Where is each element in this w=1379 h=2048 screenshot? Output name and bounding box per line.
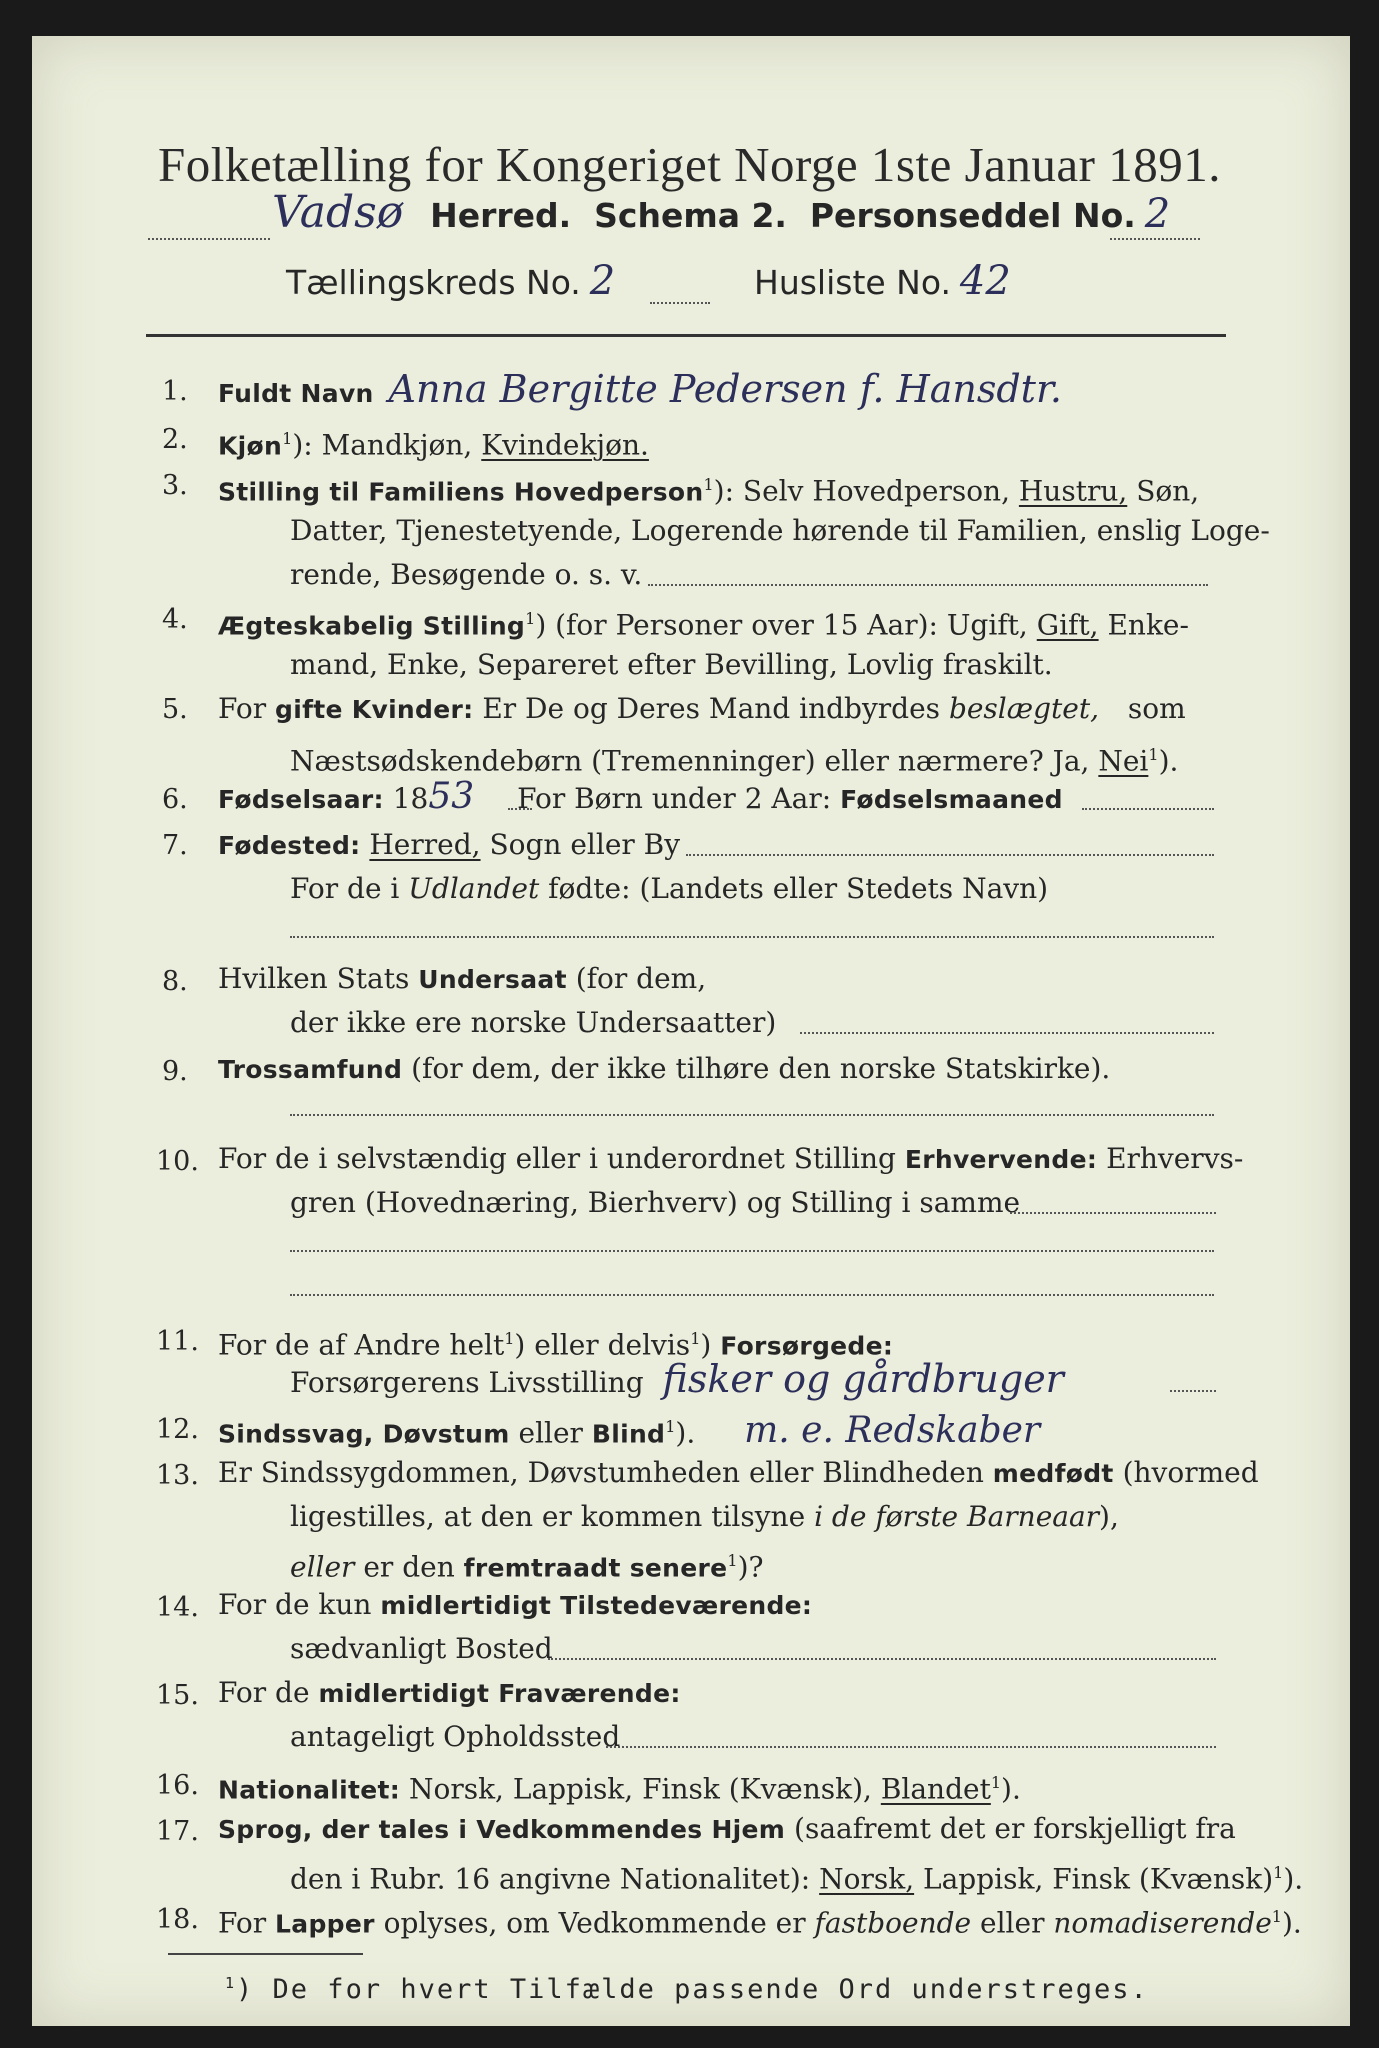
item-13-label2: fremtraadt senere <box>463 1553 728 1583</box>
item-6-dots-a <box>508 808 532 810</box>
item-7-text: Sogn eller By <box>489 828 681 861</box>
item-3-text-b: Søn, <box>1136 474 1200 508</box>
item-5-underlined: Nei <box>1098 744 1149 778</box>
item-12-text: eller <box>518 1416 583 1450</box>
item-2-text: ): Mandkjøn, <box>292 428 473 462</box>
item-8-line <box>218 962 706 997</box>
item-6-dots-b <box>1082 808 1214 810</box>
item-18-text-a: For <box>218 1906 267 1940</box>
item-18-sup: 1 <box>1271 1907 1282 1926</box>
item-11-value: fisker og gårdbruger <box>662 1357 1064 1401</box>
item-3-line <box>218 468 1199 509</box>
item-13-number: 13. <box>156 1460 199 1491</box>
item-2-line <box>218 422 649 463</box>
item-7-underlined: Herred, <box>369 828 481 861</box>
item-18-text-b: oplyses, om Vedkommende er <box>383 1906 806 1940</box>
personseddel-value: 2 <box>1144 191 1171 237</box>
item-1-number: 1. <box>162 376 188 407</box>
item-5-text-a: For <box>218 692 267 725</box>
item-18-italic-b: nomadiserende <box>1053 1906 1272 1940</box>
item-13-line3-italic: eller <box>290 1550 355 1584</box>
item-10-line <box>218 1142 1243 1177</box>
item-3-dots <box>648 584 1208 586</box>
husliste-value: 42 <box>959 258 1011 304</box>
herred-dots <box>148 238 270 240</box>
footnote-text: ) De for hvert Tilfælde passende Ord understreges. <box>236 1974 1149 2005</box>
taellingskreds-label: Tællingskreds No. <box>286 263 581 302</box>
item-12-number: 12. <box>156 1414 199 1445</box>
item-11-line2-text: Forsørgerens Livsstilling <box>290 1366 644 1399</box>
item-14-number: 14. <box>156 1592 199 1623</box>
item-17-line <box>218 1812 1236 1847</box>
item-15-text: For de <box>218 1676 310 1709</box>
item-4-line-2: mand, Enke, Separeret efter Bevilling, Lovlig fraskilt. <box>290 648 1053 681</box>
item-1-value: Anna Bergitte Pedersen f. Hansdtr. <box>388 367 1063 411</box>
item-18-text-c: eller <box>980 1906 1045 1940</box>
item-4-text-a: ) (for Personer over 15 Aar): Ugift, <box>535 608 1028 642</box>
item-13-line-2 <box>290 1500 1119 1534</box>
item-17-tail: ). <box>1283 1862 1304 1896</box>
item-18-italic-a: fastboende <box>814 1906 972 1940</box>
item-7-line-2 <box>290 872 1048 906</box>
item-9-number: 9. <box>162 1056 188 1087</box>
item-15-number: 15. <box>156 1680 199 1711</box>
item-7-line2b: fødte: (Landets eller Stedets Navn) <box>548 872 1049 905</box>
item-2-underlined: Kvindekjøn. <box>481 428 649 462</box>
item-8-text-b: (for dem, <box>575 962 707 995</box>
item-18-label: Lapper <box>275 1909 375 1939</box>
item-3-underlined: Hustru, <box>1018 474 1128 508</box>
item-17-line2b: Lappisk, Finsk (Kvænsk) <box>923 1862 1274 1896</box>
form-title: Folketælling for Kongeriget Norge 1ste Januar 1891. <box>158 137 1221 192</box>
item-11-dots <box>1170 1390 1216 1392</box>
item-15-dots <box>606 1746 1216 1748</box>
item-8-text-a: Hvilken Stats <box>218 962 410 995</box>
item-10-label: Erhvervende: <box>904 1145 1098 1174</box>
item-14-line <box>218 1588 812 1623</box>
item-16-text: Norsk, Lappisk, Finsk (Kvænsk), <box>408 1772 872 1806</box>
item-10-line-2: gren (Hovednæring, Bierhverv) og Stilling i samme <box>290 1186 1021 1219</box>
item-10-text-b: Erhvervs- <box>1106 1142 1244 1175</box>
item-2-number: 2. <box>162 424 188 455</box>
item-11-sup-b: 1 <box>690 1329 701 1348</box>
item-4-sup: 1 <box>525 609 536 628</box>
item-3-sup: 1 <box>703 475 714 494</box>
item-12-label-a: Sindssvag, Døvstum <box>218 1419 510 1449</box>
item-13-tail: )? <box>737 1550 764 1584</box>
item-16-tail: ). <box>1001 1772 1021 1806</box>
item-5-line-2 <box>290 738 1178 778</box>
item-16-label: Nationalitet: <box>218 1775 401 1805</box>
item-13-line2a: ligestilles, at den er kommen tilsyne <box>290 1500 806 1533</box>
husliste-label: Husliste No. <box>754 263 951 302</box>
item-11-text-a: For de af Andre helt <box>218 1328 505 1362</box>
item-12-sup: 1 <box>665 1417 676 1436</box>
item-16-sup: 1 <box>990 1773 1002 1792</box>
item-17-line2a: den i Rubr. 16 angivne Nationalitet): <box>290 1862 811 1896</box>
item-17-sup: 1 <box>1273 1863 1284 1882</box>
item-10-dots-3 <box>290 1294 1214 1296</box>
item-9-label: Trossamfund <box>218 1055 403 1084</box>
item-13-line2-italic: i de første Barneaar <box>814 1500 1100 1533</box>
herred-label: Herred. <box>430 196 572 235</box>
item-8-dots <box>800 1032 1214 1034</box>
item-7-label: Fødested: <box>218 831 361 860</box>
item-14-label: midlertidigt Tilstedeværende: <box>380 1591 813 1620</box>
item-16-number: 16. <box>156 1770 199 1801</box>
item-11-line-2 <box>290 1357 1064 1401</box>
item-15-line-2: antageligt Opholdssted <box>290 1720 621 1753</box>
item-12-value: m. e. Redskaber <box>744 1410 1041 1452</box>
item-11-label: Forsørgede: <box>720 1331 894 1361</box>
item-12-label-b: Blind <box>591 1419 666 1449</box>
footnote-sup: 1 <box>225 1974 237 1992</box>
item-10-dots-2 <box>290 1250 1214 1252</box>
item-14-dots <box>548 1658 1216 1660</box>
item-7-line2-italic: Udlandet <box>408 872 540 905</box>
item-13-label: medfødt <box>992 1459 1114 1488</box>
item-6-value: 53 <box>428 776 475 817</box>
item-6-label: Fødselsaar: <box>218 785 384 814</box>
item-5-italic: beslægtet, <box>948 692 1099 725</box>
personseddel-label: Personseddel No. <box>809 196 1136 235</box>
taellingskreds-dots <box>650 302 710 304</box>
kreds-line <box>286 258 616 304</box>
personseddel-dots <box>1110 238 1200 240</box>
item-11-sup-a: 1 <box>504 1329 515 1348</box>
item-4-underlined: Gift, <box>1036 608 1099 642</box>
item-4-label: Ægteskabelig Stilling <box>218 611 526 641</box>
item-7-number: 7. <box>162 830 188 861</box>
item-14-line-2: sædvanligt Bosted <box>290 1632 553 1665</box>
item-9-text: (for dem, der ikke tilhøre den norske Statskirke). <box>411 1052 1111 1085</box>
item-14-text: For de kun <box>218 1588 372 1621</box>
item-10-number: 10. <box>156 1146 199 1177</box>
item-13-line2b: ), <box>1099 1500 1119 1533</box>
item-5-line2-text: Næstsødskendebørn (Tremenninger) eller nærmere? Ja, <box>290 744 1090 778</box>
item-18-number: 18. <box>156 1904 199 1935</box>
item-5-line <box>218 692 1186 727</box>
item-17-text-a: (saafremt det er forskjelligt fra <box>794 1812 1236 1845</box>
item-17-line-2 <box>290 1856 1303 1896</box>
item-1-line <box>218 367 1063 411</box>
item-3-line-3: rende, Besøgende o. s. v. <box>290 558 643 591</box>
herred-line <box>272 187 1171 238</box>
item-10-text-a: For de i selvstændig eller i underordnet Stilling <box>218 1142 896 1175</box>
item-6-text: For Børn under 2 Aar: <box>517 782 832 815</box>
item-13-line-3 <box>290 1544 764 1585</box>
item-3-text-a: ): Selv Hovedperson, <box>713 474 1010 508</box>
item-5-label: gifte Kvinder: <box>275 695 474 724</box>
item-7-dots-2 <box>290 936 1214 938</box>
item-11-text-c: ) <box>700 1328 712 1362</box>
item-3-line-2: Datter, Tjenestetyende, Logerende hørende til Familien, enslig Loge- <box>290 514 1270 547</box>
item-13-line3a: er den <box>363 1550 455 1584</box>
item-5-tail: ). <box>1158 744 1179 778</box>
item-18-tail: ). <box>1281 1906 1302 1940</box>
item-9-line <box>218 1052 1110 1087</box>
item-5-text-c: som <box>1127 692 1186 725</box>
footnote-rule <box>168 1953 363 1955</box>
item-13-text-a: Er Sindssygdommen, Døvstumheden eller Blindheden <box>218 1456 984 1489</box>
herred-value: Vadsø <box>272 187 404 238</box>
item-7-dots <box>686 854 1214 856</box>
item-2-label: Kjøn <box>218 431 283 461</box>
item-12-tail: ). <box>675 1416 696 1450</box>
item-12-line <box>218 1410 1040 1451</box>
footnote <box>225 1974 1149 2005</box>
item-4-text-b: Enke- <box>1107 608 1189 642</box>
item-5-sup: 1 <box>1148 745 1159 764</box>
item-2-sup: 1 <box>282 429 293 448</box>
item-11-number: 11. <box>156 1326 199 1357</box>
item-16-underlined: Blandet <box>880 1772 991 1806</box>
item-4-line <box>218 602 1189 643</box>
item-13-sup: 1 <box>727 1551 738 1570</box>
item-17-number: 17. <box>156 1816 199 1847</box>
item-8-label: Undersaat <box>418 965 567 994</box>
item-7-line <box>218 828 680 863</box>
item-11-text-b: ) eller delvis <box>514 1328 691 1362</box>
item-1-label: Fuldt Navn <box>218 379 374 408</box>
item-6-number: 6. <box>162 784 188 815</box>
item-10-dots <box>1010 1212 1216 1214</box>
item-7-line2a: For de i <box>290 872 400 905</box>
item-15-line <box>218 1676 681 1711</box>
header-rule <box>146 334 1226 337</box>
item-8-number: 8. <box>162 966 188 997</box>
item-17-underlined: Norsk, <box>819 1862 915 1896</box>
item-13-text-b: (hvormed <box>1122 1456 1259 1489</box>
item-13-line <box>218 1456 1259 1491</box>
item-3-number: 3. <box>162 470 188 501</box>
schema-label: Schema 2. <box>594 196 787 235</box>
item-6-prefix: 18 <box>392 782 429 815</box>
item-6-line <box>218 776 1063 817</box>
item-16-line <box>218 1766 1021 1807</box>
item-17-label: Sprog, der tales i Vedkommendes Hjem <box>218 1815 786 1844</box>
husliste-line <box>754 258 1011 304</box>
item-18-line <box>218 1900 1302 1941</box>
item-8-line-2: der ikke ere norske Undersaatter) <box>290 1006 777 1039</box>
item-5-text-b: Er De og Deres Mand indbyrdes <box>482 692 941 725</box>
item-9-dots <box>290 1114 1214 1116</box>
taellingskreds-value: 2 <box>589 258 616 304</box>
item-3-label: Stilling til Familiens Hovedperson <box>218 477 704 507</box>
item-15-label: midlertidigt Fraværende: <box>318 1679 681 1708</box>
item-4-number: 4. <box>162 604 188 635</box>
item-6-label2: Fødselsmaaned <box>840 785 1063 814</box>
item-5-number: 5. <box>162 694 188 725</box>
